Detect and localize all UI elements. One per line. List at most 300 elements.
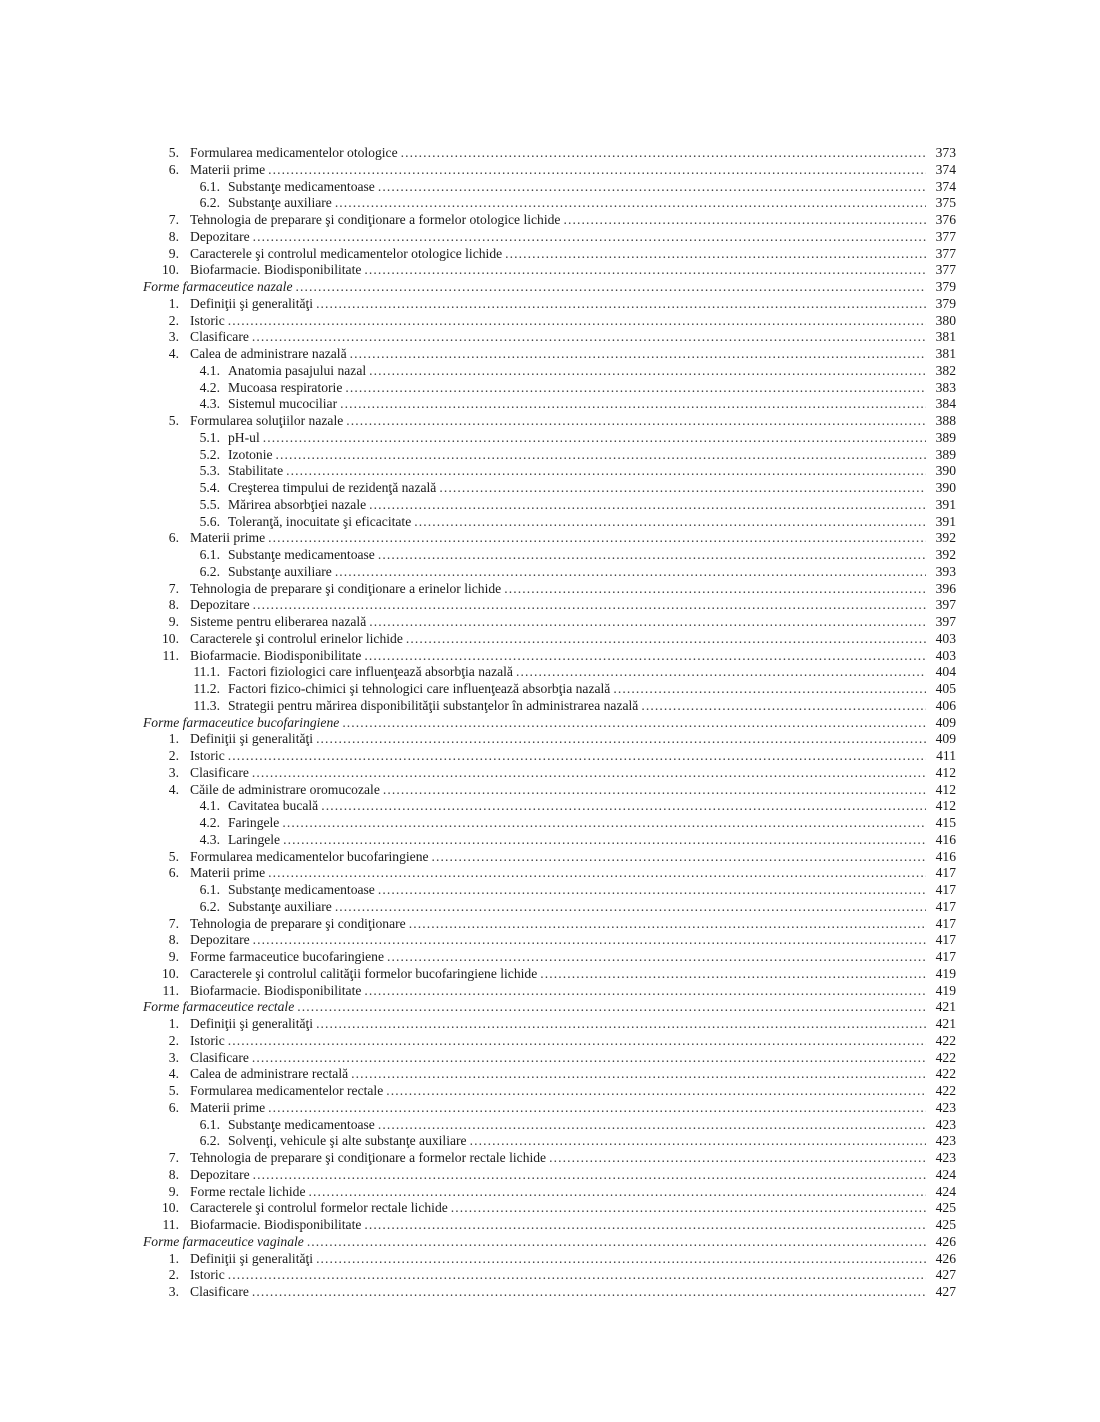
toc-entry-title: Tehnologia de preparare şi condiţionare a formelor rectale lichide <box>190 1150 549 1167</box>
toc-entry <box>143 346 956 363</box>
toc-entry-title-leader <box>228 1133 926 1150</box>
dot-leader <box>439 480 926 497</box>
toc-entry-page-number: 388 <box>935 413 956 428</box>
toc-entry <box>143 329 956 346</box>
dot-leader <box>316 1251 926 1268</box>
dot-leader <box>342 715 926 732</box>
toc-entry-title-leader <box>190 1100 926 1117</box>
toc-entry-title: Mărirea absorbţiei nazale <box>228 497 369 514</box>
toc-entry-title: Substanţe medicamentoase <box>228 179 378 196</box>
toc-entry-title: Stabilitate <box>228 463 286 480</box>
toc-entry-number: 6.1. <box>199 547 220 562</box>
toc-entry-page-number: 375 <box>935 195 956 211</box>
toc-entry-page-number: 426 <box>935 1250 956 1266</box>
toc-entry-title: Formularea medicamentelor otologice <box>190 145 401 162</box>
toc-entry-page-number: 415 <box>935 815 956 830</box>
toc-entry <box>143 1033 956 1050</box>
toc-entry-title-leader <box>190 648 926 665</box>
toc-entry-title: Sistemul mucociliar <box>228 396 340 413</box>
toc-entry-title: Depozitare <box>190 932 253 949</box>
toc-entry-title-leader <box>190 1284 926 1301</box>
toc-entry-title-leader <box>190 614 926 631</box>
toc-entry-title-leader <box>190 1016 926 1033</box>
toc-entry-title-leader <box>190 530 926 547</box>
toc-entry-number: 3. <box>168 329 179 345</box>
dot-leader <box>505 246 926 263</box>
toc-entry <box>143 1267 956 1284</box>
toc-entry-title: Formularea medicamentelor rectale <box>190 1083 386 1100</box>
toc-entry <box>143 447 956 464</box>
toc-entry <box>143 246 956 263</box>
dot-leader <box>369 497 926 514</box>
toc-entry-title-leader <box>228 380 926 397</box>
toc-section-heading <box>143 1234 956 1251</box>
toc-entry-page-number: 419 <box>935 982 956 998</box>
toc-entry-page-number: 422 <box>935 1083 956 1098</box>
toc-entry-title: Caracterele şi controlul medicamentelor otologice lichide <box>190 246 505 263</box>
toc-entry-number: 1. <box>168 1250 179 1266</box>
toc-entry-title-leader <box>228 832 926 849</box>
toc-entry-page-number: 406 <box>935 697 956 713</box>
toc-entry <box>143 497 956 514</box>
toc-entry <box>143 815 956 832</box>
toc-entry-number: 9. <box>168 1183 179 1199</box>
toc-entry-page-number: 393 <box>935 563 956 579</box>
toc-entry-title-leader <box>190 296 926 313</box>
toc-entry-title-leader <box>190 631 926 648</box>
toc-entry-title-leader <box>190 313 926 330</box>
toc-entry-title-leader <box>190 983 926 1000</box>
toc-entry <box>143 363 956 380</box>
toc-entry-number: 3. <box>168 1284 179 1299</box>
toc-entry <box>143 798 956 815</box>
toc-entry-title: Depozitare <box>190 1167 253 1184</box>
toc-entry <box>143 1083 956 1100</box>
toc-entry-number: 3. <box>168 764 179 780</box>
toc-entry-number: 5.1. <box>199 429 220 445</box>
toc-entry-title-leader <box>143 1234 926 1251</box>
toc-entry-number: 1. <box>168 1016 179 1031</box>
toc-entry-page-number: 417 <box>935 932 956 948</box>
toc-entry-title-leader <box>190 916 926 933</box>
toc-entry-number: 5.2. <box>199 446 220 462</box>
toc-entry-page-number: 377 <box>935 262 956 278</box>
toc-entry-title: Clasificare <box>190 1050 252 1067</box>
toc-entry-page-number: 391 <box>935 496 956 512</box>
toc-entry <box>143 262 956 279</box>
toc-entry-number: 11.1. <box>193 664 220 680</box>
toc-entry-title: Definiţii şi generalităţi <box>190 1016 316 1033</box>
toc-entry-title-leader <box>143 715 926 732</box>
dot-leader <box>228 313 926 330</box>
toc-entry-title: Materii prime <box>190 530 268 547</box>
toc-entry <box>143 1167 956 1184</box>
toc-entry-page-number: 427 <box>935 1267 956 1283</box>
toc-entry-title: Caracterele şi controlul erinelor lichide <box>190 631 406 648</box>
toc-entry-title-leader <box>190 1267 926 1284</box>
toc-entry-title: Istoric <box>190 1267 228 1284</box>
toc-entry-title: Caracterele şi controlul calităţii formelor bucofaringiene lichide <box>190 966 540 983</box>
toc-entry-page-number: 384 <box>935 396 956 412</box>
toc-entry-title: Substanţe auxiliare <box>228 899 335 916</box>
toc-entry-number: 5.4. <box>199 480 220 495</box>
toc-entry-title: Materii prime <box>190 1100 268 1117</box>
toc-entry-title: Laringele <box>228 832 283 849</box>
toc-entry <box>143 396 956 413</box>
toc-entry <box>143 1016 956 1033</box>
toc-entry-page-number: 417 <box>935 865 956 881</box>
toc-entry-page-number: 390 <box>935 480 956 495</box>
toc-entry-page-number: 376 <box>935 212 956 227</box>
toc-entry-page-number: 422 <box>935 1032 956 1048</box>
toc-entry <box>143 731 956 748</box>
toc-entry <box>143 413 956 430</box>
toc-entry-page-number: 391 <box>935 513 956 529</box>
toc-entry-number: 7. <box>168 1150 179 1165</box>
toc-entry-number: 4. <box>168 346 179 361</box>
toc-entry <box>143 547 956 564</box>
toc-entry <box>143 614 956 631</box>
dot-leader <box>369 614 926 631</box>
toc-entry-title: Forme rectale lichide <box>190 1184 309 1201</box>
toc-entry-title: Definiţii şi generalităţi <box>190 731 316 748</box>
dot-leader <box>351 1066 926 1083</box>
dot-leader <box>252 1050 926 1067</box>
toc-entry <box>143 932 956 949</box>
toc-entry-title-leader <box>190 1033 926 1050</box>
dot-leader <box>432 849 926 866</box>
dot-leader <box>252 1284 926 1301</box>
dot-leader <box>386 1083 926 1100</box>
toc-entry-number: 7. <box>168 212 179 227</box>
toc-entry <box>143 949 956 966</box>
toc-entry-title: Anatomia pasajului nazal <box>228 363 369 380</box>
toc-entry <box>143 1217 956 1234</box>
toc-entry-title: Clasificare <box>190 329 252 346</box>
toc-entry <box>143 782 956 799</box>
dot-leader <box>369 363 926 380</box>
dot-leader <box>335 195 926 212</box>
toc-entry-title-leader <box>190 581 926 598</box>
toc-entry <box>143 1150 956 1167</box>
toc-entry <box>143 1133 956 1150</box>
toc-entry <box>143 380 956 397</box>
dot-leader <box>282 815 926 832</box>
toc-entry-title: pH-ul <box>228 430 263 447</box>
toc-entry-number: 2. <box>168 1267 179 1283</box>
toc-entry-title: Tehnologia de preparare şi condiţionare a formelor otologice lichide <box>190 212 563 229</box>
toc-entry-title: Biofarmacie. Biodisponibilitate <box>190 648 364 665</box>
toc-entry-title-leader <box>228 195 926 212</box>
toc-entry <box>143 530 956 547</box>
toc-entry <box>143 179 956 196</box>
toc-entry-page-number: 411 <box>936 748 956 763</box>
toc-entry-title-leader <box>190 849 926 866</box>
dot-leader <box>268 162 926 179</box>
toc-entry-number: 10. <box>162 965 179 981</box>
toc-entry <box>143 463 956 480</box>
toc-entry-title-leader <box>190 966 926 983</box>
toc-entry-page-number: 374 <box>935 161 956 177</box>
toc-entry-page-number: 419 <box>935 965 956 981</box>
toc-entry <box>143 1200 956 1217</box>
toc-entry-title: Sisteme pentru eliberarea nazală <box>190 614 369 631</box>
dot-leader <box>364 983 926 1000</box>
dot-leader <box>335 564 926 581</box>
toc-entry-title-leader <box>190 1083 926 1100</box>
toc-entry-page-number: 417 <box>935 882 956 897</box>
toc-entry-title: Clasificare <box>190 765 252 782</box>
toc-entry-title-leader <box>228 363 926 380</box>
dot-leader <box>340 396 926 413</box>
toc-entry-title: Substanţe medicamentoase <box>228 882 378 899</box>
toc-entry-page-number: 426 <box>935 1233 956 1249</box>
toc-entry-title-leader <box>228 882 926 899</box>
toc-entry-title-leader <box>228 514 926 531</box>
toc-entry-title-leader <box>228 681 926 698</box>
toc-entry <box>143 631 956 648</box>
toc-entry-title: Factori fiziologici care influenţează absorbţia nazală <box>228 664 516 681</box>
toc-entry <box>143 514 956 531</box>
toc-entry-number: 1. <box>168 295 179 311</box>
toc-entry-title: Substanţe auxiliare <box>228 195 335 212</box>
toc-entry <box>143 916 956 933</box>
toc-entry-title-leader <box>228 447 926 464</box>
dot-leader <box>378 547 926 564</box>
toc-entry-page-number: 427 <box>935 1284 956 1299</box>
toc-entry-number: 5. <box>168 145 179 160</box>
toc-entry-page-number: 409 <box>935 714 956 730</box>
toc-entry-title: Forme farmaceutice bucofaringiene <box>190 949 387 966</box>
dot-leader <box>307 1234 926 1251</box>
toc-entry-title-leader <box>190 1150 926 1167</box>
toc-entry-number: 4.3. <box>199 831 220 847</box>
toc-entry-title-leader <box>190 932 926 949</box>
toc-entry-title: Materii prime <box>190 162 268 179</box>
toc-entry-number: 9. <box>168 949 179 964</box>
toc-entry-page-number: 422 <box>935 1066 956 1082</box>
dot-leader <box>387 949 926 966</box>
toc-entry-title-leader <box>190 597 926 614</box>
dot-leader <box>297 999 926 1016</box>
toc-entry-title: Solvenţi, vehicule şi alte substanţe auxiliare <box>228 1133 470 1150</box>
toc-entry-title-leader <box>228 899 926 916</box>
dot-leader <box>228 748 926 765</box>
dot-leader <box>335 899 926 916</box>
toc-entry-number: 6.2. <box>199 898 220 914</box>
dot-leader <box>470 1133 926 1150</box>
toc-entry <box>143 195 956 212</box>
toc-entry-number: 6. <box>168 1099 179 1115</box>
toc-entry <box>143 564 956 581</box>
toc-entry <box>143 480 956 497</box>
toc-entry <box>143 648 956 665</box>
toc-entry <box>143 1251 956 1268</box>
toc-entry-number: 11. <box>162 982 179 998</box>
toc-entry-page-number: 379 <box>935 279 956 294</box>
toc-entry-page-number: 373 <box>935 145 956 160</box>
toc-entry-number: 8. <box>168 932 179 948</box>
toc-entry-number: 4. <box>168 1066 179 1082</box>
toc-entry-title: Formularea soluţiilor nazale <box>190 413 346 430</box>
toc-entry-number: 6.2. <box>199 563 220 579</box>
toc-entry <box>143 1066 956 1083</box>
toc-entry-title-leader <box>228 497 926 514</box>
toc-entry-title: Materii prime <box>190 865 268 882</box>
dot-leader <box>364 1217 926 1234</box>
toc-entry-title: Calea de administrare nazală <box>190 346 350 363</box>
toc-entry-number: 6.2. <box>199 195 220 211</box>
toc-entry-page-number: 381 <box>935 346 956 361</box>
toc-entry-page-number: 397 <box>935 597 956 613</box>
toc-entry-number: 5.5. <box>199 496 220 512</box>
toc-entry-number: 8. <box>168 597 179 613</box>
toc-entry-title-leader <box>228 179 926 196</box>
toc-entry-page-number: 423 <box>935 1099 956 1115</box>
dot-leader <box>253 1167 926 1184</box>
toc-entry-number: 5. <box>168 1083 179 1098</box>
toc-entry-page-number: 421 <box>935 999 956 1015</box>
toc-entry-page-number: 377 <box>935 228 956 244</box>
table-of-contents <box>143 145 956 1301</box>
toc-entry-page-number: 403 <box>935 630 956 646</box>
toc-entry-page-number: 424 <box>935 1166 956 1182</box>
toc-entry-number: 4. <box>168 781 179 797</box>
dot-leader <box>296 279 927 296</box>
toc-entry <box>143 966 956 983</box>
toc-entry <box>143 581 956 598</box>
toc-entry-number: 6.1. <box>199 1116 220 1132</box>
dot-leader <box>253 932 926 949</box>
toc-entry-page-number: 417 <box>935 949 956 964</box>
toc-entry-number: 6. <box>168 161 179 177</box>
toc-entry-title-leader <box>228 1117 926 1134</box>
dot-leader <box>378 1117 926 1134</box>
dot-leader <box>378 882 926 899</box>
toc-entry-title-leader <box>190 346 926 363</box>
toc-entry-number: 11.2. <box>193 681 220 696</box>
toc-entry-title-leader <box>228 698 926 715</box>
dot-leader <box>504 581 926 598</box>
toc-entry-number: 10. <box>162 1200 179 1216</box>
toc-entry-number: 9. <box>168 245 179 261</box>
dot-leader <box>350 346 926 363</box>
toc-entry-page-number: 425 <box>935 1217 956 1232</box>
toc-entry-number: 5. <box>168 848 179 864</box>
toc-entry-number: 5.6. <box>199 513 220 529</box>
toc-entry-title-leader <box>190 1200 926 1217</box>
toc-entry-title-leader <box>190 765 926 782</box>
toc-entry-title-leader <box>190 731 926 748</box>
toc-entry-title: Biofarmacie. Biodisponibilitate <box>190 1217 364 1234</box>
toc-entry-number: 4.2. <box>199 379 220 395</box>
toc-entry-title-leader <box>190 782 926 799</box>
dot-leader <box>383 782 926 799</box>
toc-entry-number: 2. <box>168 748 179 763</box>
toc-entry-title: Căile de administrare oromucozale <box>190 782 383 799</box>
toc-entry-title-leader <box>190 865 926 882</box>
toc-entry-title: Istoric <box>190 313 228 330</box>
toc-entry-number: 7. <box>168 580 179 596</box>
toc-entry <box>143 698 956 715</box>
dot-leader <box>346 413 926 430</box>
toc-entry-number: 1. <box>168 731 179 747</box>
toc-entry-page-number: 390 <box>935 463 956 479</box>
toc-entry-page-number: 382 <box>935 362 956 378</box>
toc-entry-title-leader <box>190 413 926 430</box>
toc-entry-page-number: 380 <box>935 312 956 328</box>
toc-entry-title: Substanţe auxiliare <box>228 564 335 581</box>
toc-entry-title-leader <box>228 664 926 681</box>
toc-entry-page-number: 416 <box>935 848 956 864</box>
toc-entry-title-leader <box>190 262 926 279</box>
toc-entry-page-number: 392 <box>935 547 956 562</box>
toc-section-heading <box>143 279 956 296</box>
toc-entry-page-number: 423 <box>935 1150 956 1165</box>
toc-entry <box>143 865 956 882</box>
toc-entry-title: Definiţii şi generalităţi <box>190 296 316 313</box>
toc-entry-number: 5. <box>168 413 179 428</box>
toc-entry <box>143 1117 956 1134</box>
dot-leader <box>409 916 926 933</box>
dot-leader <box>549 1150 926 1167</box>
dot-leader <box>321 798 926 815</box>
toc-entry-page-number: 381 <box>935 329 956 345</box>
toc-entry <box>143 882 956 899</box>
toc-entry-title: Factori fizico-chimici şi tehnologici care influenţează absorbţia nazală <box>228 681 613 698</box>
toc-entry-title-leader <box>190 229 926 246</box>
toc-entry-page-number: 377 <box>935 245 956 261</box>
toc-entry-title-leader <box>190 1251 926 1268</box>
toc-entry-page-number: 412 <box>935 781 956 797</box>
toc-entry <box>143 748 956 765</box>
dot-leader <box>345 380 926 397</box>
toc-entry <box>143 212 956 229</box>
toc-entry-page-number: 396 <box>935 580 956 596</box>
toc-entry-page-number: 392 <box>935 530 956 546</box>
toc-entry-title-leader <box>228 480 926 497</box>
toc-entry-title: Caracterele şi controlul formelor rectale lichide <box>190 1200 451 1217</box>
toc-entry-number: 7. <box>168 915 179 931</box>
toc-entry-title: Toleranţă, inocuitate şi eficacitate <box>228 514 414 531</box>
toc-entry-page-number: 424 <box>935 1183 956 1199</box>
toc-entry-title: Depozitare <box>190 229 253 246</box>
toc-entry-number: 6.1. <box>199 178 220 194</box>
toc-entry-title: Tehnologia de preparare şi condiţionare a erinelor lichide <box>190 581 504 598</box>
toc-entry-page-number: 397 <box>935 614 956 629</box>
toc-entry-number: 5.3. <box>199 463 220 479</box>
toc-entry-title: Forme farmaceutice bucofaringiene <box>143 715 342 732</box>
dot-leader <box>228 1267 926 1284</box>
dot-leader <box>252 765 926 782</box>
toc-entry-number: 10. <box>162 630 179 646</box>
toc-entry-number: 11.3. <box>193 697 220 713</box>
toc-entry <box>143 145 956 162</box>
toc-entry-title: Faringele <box>228 815 282 832</box>
dot-leader <box>316 296 926 313</box>
toc-entry-number: 2. <box>168 1032 179 1048</box>
toc-entry-page-number: 422 <box>935 1049 956 1065</box>
dot-leader <box>364 262 926 279</box>
toc-entry-page-number: 389 <box>935 429 956 445</box>
toc-entry-page-number: 412 <box>935 764 956 780</box>
toc-entry-number: 2. <box>168 312 179 328</box>
toc-entry-page-number: 409 <box>935 731 956 747</box>
dot-leader <box>316 1016 926 1033</box>
toc-entry-number: 6.2. <box>199 1133 220 1149</box>
dot-leader <box>253 597 926 614</box>
toc-entry-title-leader <box>228 396 926 413</box>
